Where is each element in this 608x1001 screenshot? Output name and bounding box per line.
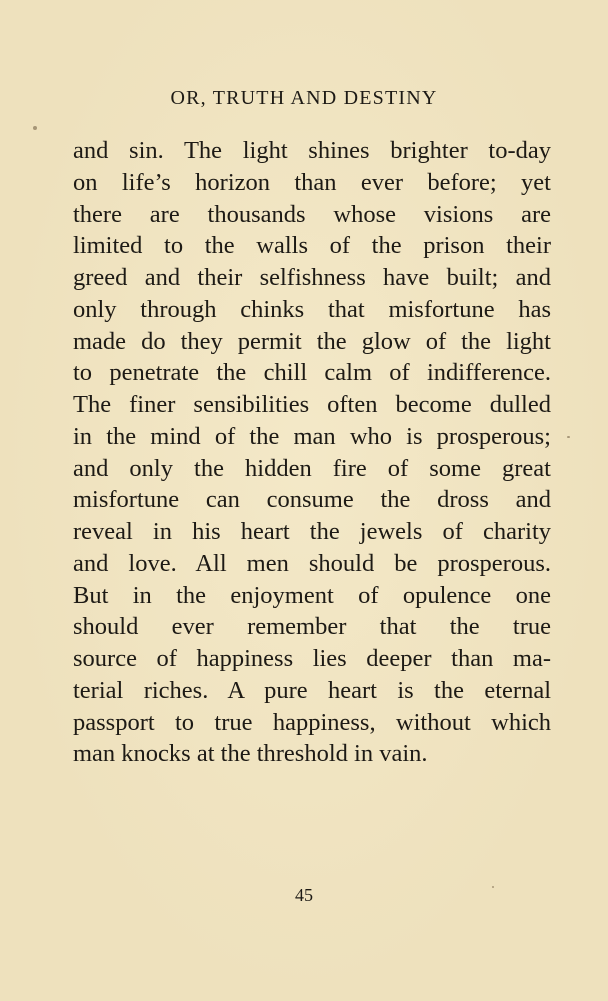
text-line: misfortune can consume the dross and [73, 486, 551, 514]
text-line: limited to the walls of the prison their [73, 232, 551, 260]
text-line: terial riches. A pure heart is the eternal [73, 676, 551, 704]
running-head: OR, TRUTH AND DESTINY [170, 87, 438, 109]
text-line: and sin. The light shines brighter to-day [73, 137, 551, 164]
text-line: man knocks at the threshold in vain. [73, 740, 428, 768]
text-line: there are thousands whose visions are [73, 200, 551, 228]
text-line: passport to true happiness, without which [73, 708, 551, 736]
text-line: on life’s horizon than ever before; yet [73, 168, 551, 196]
text-line: source of happiness lies deeper than ma- [73, 645, 551, 672]
page-number: 45 [295, 885, 313, 905]
text-line: in the mind of the man who is prosperous; [73, 422, 551, 450]
text-line: made do they permit the glow of the light [73, 327, 551, 355]
paper-speck [33, 126, 37, 130]
text-line: should ever remember that the true [73, 613, 551, 641]
text-line: reveal in his heart the jewels of charity [73, 518, 551, 545]
text-line: and only the hidden fire of some great [73, 454, 551, 482]
body-text [73, 135, 551, 770]
text-line: The finer sensibilities often become dulled [73, 391, 551, 418]
paper-speck [567, 436, 570, 438]
text-line: to penetrate the chill calm of indifference. [73, 359, 551, 387]
text-line: greed and their selfishness have built; and [73, 264, 551, 291]
text-line: and love. All men should be prosperous. [73, 549, 551, 577]
text-line: But in the enjoyment of opulence one [73, 581, 551, 609]
text-line: only through chinks that misfortune has [73, 295, 551, 323]
paper-speck [492, 886, 494, 888]
